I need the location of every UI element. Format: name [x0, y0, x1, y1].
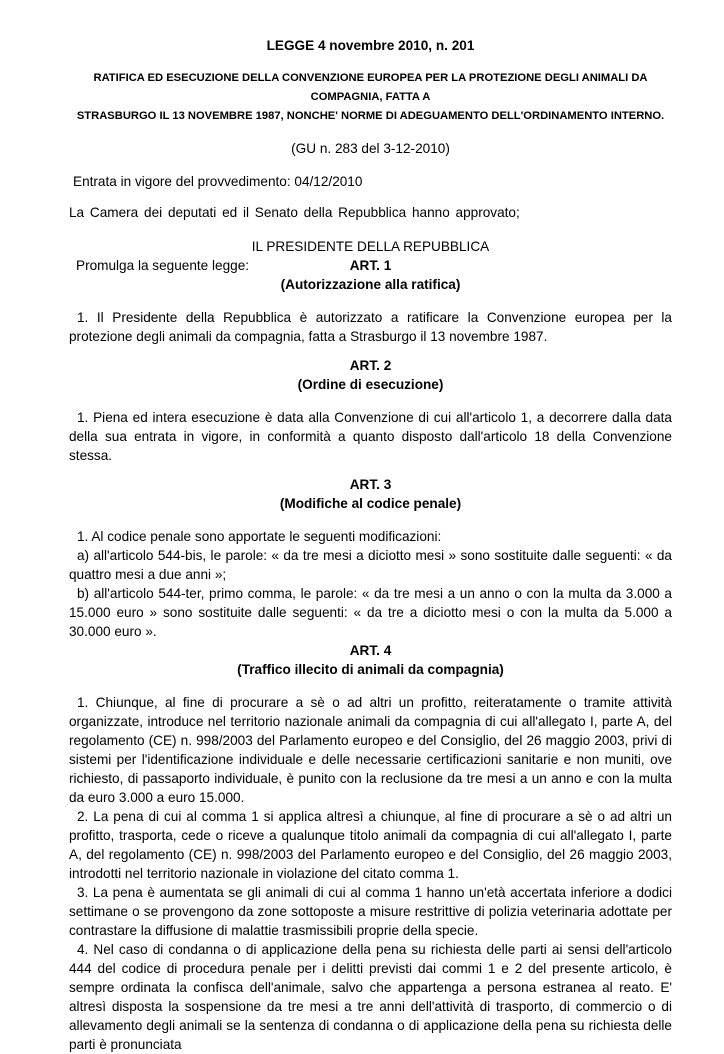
- law-subtitle-line2: STRASBURGO IL 13 NOVEMBRE 1987, NONCHE' NORME DI ADEGUAMENTO DELL'ORDINAMENTO INTERNO.: [76, 110, 665, 122]
- entry-into-force: Entrata in vigore del provvedimento: 04/12/2010: [73, 174, 363, 189]
- document-page: [69, 36, 672, 1054]
- promulgation-line: Promulga la seguente legge:: [76, 258, 250, 273]
- article-3-title: (Modifiche al codice penale): [279, 496, 462, 511]
- article-2-number: ART. 2: [349, 358, 392, 373]
- article-4-title: (Traffico illecito di animali da compagnia): [237, 662, 504, 677]
- article-1-paragraph: 1. Il Presidente della Repubblica è autorizzato a ratificare la Convenzione europea per la protezione degli animali da compagnia, fatta a Strasburgo il 13 novembre 1987.: [69, 310, 672, 344]
- gazzetta-reference: (GU n. 283 del 3-12-2010): [291, 141, 450, 156]
- law-subtitle-line1: RATIFICA ED ESECUZIONE DELLA CONVENZIONE EUROPEA PER LA PROTEZIONE DEGLI ANIMALI DA COMPAGNIA, FATTA A: [93, 72, 648, 103]
- article-4-paragraph-2: 2. La pena di cui al comma 1 si applica altresì a chiunque, al fine di procurare a sè o ad altri un profitto, trasporta, cede o riceve a qualunque titolo animali da compagnia di cui all'allegato I, parte A, del regolamento (CE) n. 998/2003 del Parlamento europeo e del Consiglio, del 26 maggio 2003, introdotti nel territorio nazionale in violazione del citato comma 1.: [69, 809, 672, 881]
- article-4-paragraph-3: 3. La pena è aumentata se gli animali di cui al comma 1 hanno un'età accertata inferiore a dodici settimane o se provengono da zone sottoposte a misure restrittive di polizia veterinaria adottate per contrastare la diffusione di malattie trasmissibili proprie della specie.: [69, 885, 672, 938]
- president-heading: IL PRESIDENTE DELLA REPUBBLICA: [251, 239, 490, 254]
- article-2-title: (Ordine di esecuzione): [297, 377, 444, 392]
- article-1-title: (Autorizzazione alla ratifica): [280, 277, 461, 292]
- article-3-paragraph-a: a) all'articolo 544-bis, le parole: « da tre mesi a diciotto mesi » sono sostituite dalle seguenti: « da quattro mesi a due anni »;: [69, 548, 672, 582]
- law-subtitle: [69, 69, 672, 126]
- article-1-number: ART. 1: [349, 258, 392, 273]
- article-3-paragraph-1: 1. Al codice penale sono apportate le seguenti modificazioni:: [77, 529, 442, 544]
- article-4-paragraph-4: 4. Nel caso di condanna o di applicazione della pena su richiesta delle parti ai sensi dell'articolo 444 del codice di procedura penale per i delitti previsti dai commi 1 e 2 del presente articolo, è sempre ordinata la confisca dell'animale, salvo che appartenga a persona estranea al reato. E' altresì disposta la sospensione da tre mesi a tre anni dell'attività di trasporto, di commercio o di allevamento degli animali se la sentenza di condanna o di applicazione della pena su richiesta delle parti è pronunciata: [69, 942, 672, 1052]
- article-2-paragraph: 1. Piena ed intera esecuzione è data alla Convenzione di cui all'articolo 1, a decorrere dalla data della sua entrata in vigore, in conformità a quanto disposto dall'articolo 18 della Convenzione stessa.: [69, 410, 672, 463]
- article-4-paragraph-1: 1. Chiunque, al fine di procurare a sè o ad altri un profitto, reiteratamente o tramite attività organizzate, introduce nel territorio nazionale animali da compagnia di cui all'allegato I, parte A, del regolamento (CE) n. 998/2003 del Parlamento europeo e del Consiglio, del 26 maggio 2003, privi di sistemi per l'identificazione individuale e delle necessarie certificazioni sanitarie e non muniti, ove richiesto, di passaporto individuale, è punito con la reclusione da tre mesi a un anno e con la multa da euro 3.000 a euro 15.000.: [69, 695, 672, 805]
- article-3-number: ART. 3: [349, 477, 392, 492]
- parliament-approval: La Camera dei deputati ed il Senato della Repubblica hanno approvato;: [69, 205, 520, 220]
- law-title: LEGGE 4 novembre 2010, n. 201: [266, 38, 475, 53]
- article-3-paragraph-b: b) all'articolo 544-ter, primo comma, le parole: « da tre mesi a un anno o con la multa da 3.000 a 15.000 euro » sono sostituite dalle seguenti: « da tre a diciotto mesi o con la multa da 5.000 a 30.000 euro ».: [69, 586, 672, 639]
- article-4-number: ART. 4: [349, 643, 392, 658]
